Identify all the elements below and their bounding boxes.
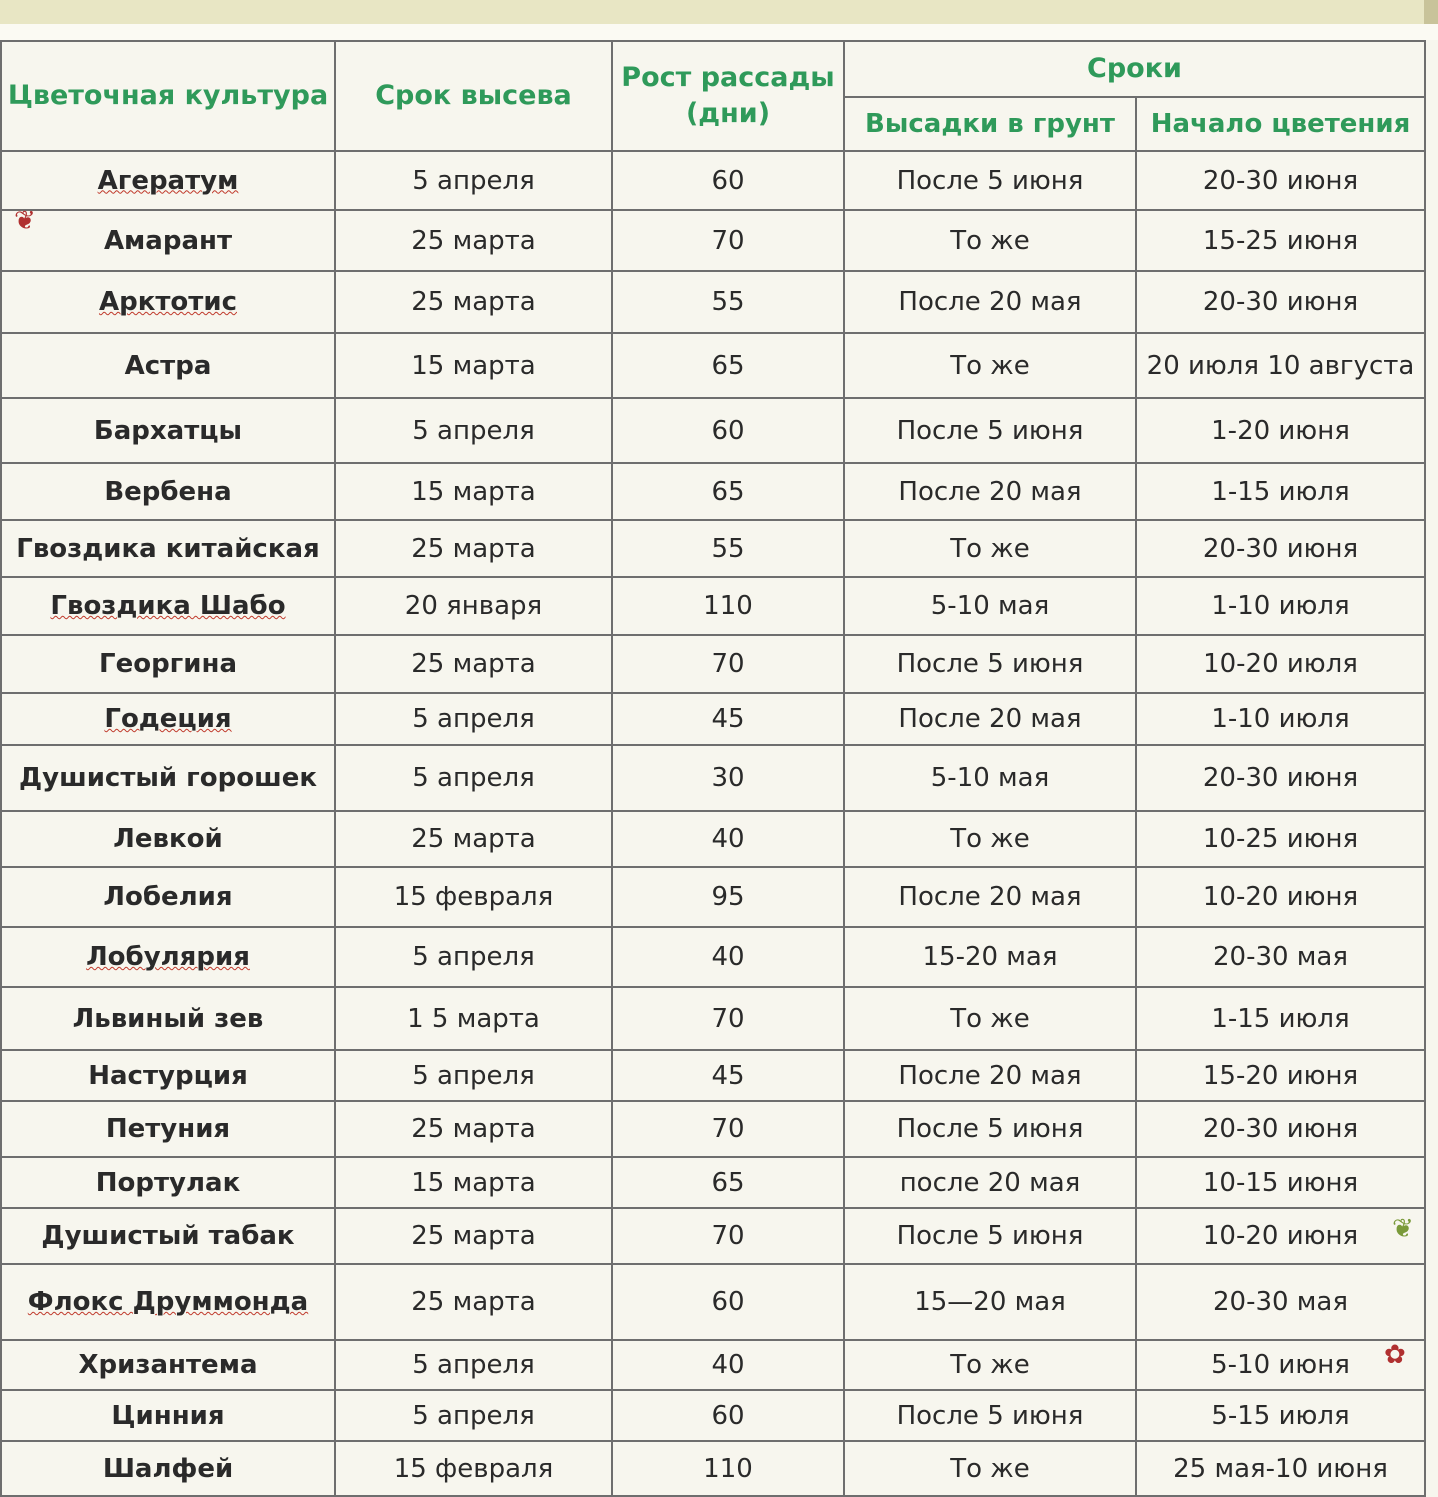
cell-bloom: 20-30 мая — [1136, 1264, 1425, 1340]
cell-planting: После 5 июня — [844, 1390, 1136, 1441]
culture-name: Душистый горошек — [18, 763, 317, 793]
culture-name: Астра — [124, 350, 212, 381]
cell-bloom: 15-20 июня — [1136, 1050, 1425, 1101]
cell-growth-days: 45 — [612, 693, 844, 745]
cell-culture — [1, 1208, 335, 1264]
culture-name: Петуния — [105, 1114, 231, 1144]
culture-name: Левкой — [113, 824, 223, 854]
cell-sowing: 5 апреля — [335, 693, 612, 745]
culture-name: Хризантема — [78, 1350, 258, 1380]
cell-culture — [1, 210, 335, 271]
cell-bloom: 10-20 июля — [1136, 635, 1425, 693]
header-row — [1, 41, 1425, 97]
cell-culture — [1, 927, 335, 987]
culture-name: Годеция — [104, 704, 232, 734]
cell-planting: То же — [844, 1441, 1136, 1496]
header-bloom: Начало цветения — [1136, 97, 1425, 151]
cell-sowing: 25 марта — [335, 811, 612, 867]
header-terms: Сроки — [844, 41, 1425, 97]
cell-bloom: 20 июля 10 августа — [1136, 333, 1425, 398]
cell-growth-days: 55 — [612, 520, 844, 577]
table-row — [1, 987, 1425, 1050]
cell-bloom: 1-15 июля — [1136, 463, 1425, 520]
planting-table — [0, 40, 1426, 1497]
cell-growth-days: 40 — [612, 811, 844, 867]
cell-sowing: 15 февраля — [335, 1441, 612, 1496]
header-sowing: Срок высева — [335, 41, 612, 151]
cell-bloom: 10-20 июня — [1136, 867, 1425, 927]
culture-name: Лобулярия — [86, 942, 250, 972]
cell-culture — [1, 867, 335, 927]
cell-planting: То же — [844, 520, 1136, 577]
cell-bloom: 25 мая-10 июня — [1136, 1441, 1425, 1496]
cell-culture — [1, 987, 335, 1050]
cell-culture — [1, 693, 335, 745]
cell-bloom: 20-30 июня — [1136, 520, 1425, 577]
cell-culture — [1, 1340, 335, 1390]
cell-bloom: 20-30 июня — [1136, 745, 1425, 811]
culture-name: Арктотис — [98, 287, 237, 317]
cell-planting: После 20 мая — [844, 271, 1136, 333]
table-row — [1, 927, 1425, 987]
cell-sowing: 25 марта — [335, 271, 612, 333]
culture-name: Гвоздика Шабо — [50, 591, 286, 621]
culture-name: Вербена — [104, 476, 232, 507]
cell-bloom: 10-20 июня — [1136, 1208, 1425, 1264]
cell-bloom: 10-15 июня — [1136, 1157, 1425, 1208]
header-growth: Рост рассады (дни) — [612, 41, 844, 151]
table-row — [1, 745, 1425, 811]
cell-growth-days: 60 — [612, 1390, 844, 1441]
cell-planting: 5-10 мая — [844, 577, 1136, 635]
cell-growth-days: 70 — [612, 1101, 844, 1157]
cell-culture — [1, 463, 335, 520]
cell-bloom: 20-30 июня — [1136, 151, 1425, 210]
cell-growth-days: 95 — [612, 867, 844, 927]
cell-planting: 15—20 мая — [844, 1264, 1136, 1340]
cell-culture — [1, 1390, 335, 1441]
culture-name: Агератум — [97, 165, 239, 196]
cell-planting: После 20 мая — [844, 1050, 1136, 1101]
table-row — [1, 635, 1425, 693]
cell-culture — [1, 1441, 335, 1496]
cell-sowing: 20 января — [335, 577, 612, 635]
cell-bloom: 10-25 июня — [1136, 811, 1425, 867]
culture-name: Душистый табак — [41, 1221, 295, 1251]
cell-sowing: 15 марта — [335, 1157, 612, 1208]
cell-culture — [1, 151, 335, 210]
cell-bloom: 20-30 июня — [1136, 271, 1425, 333]
culture-name: Портулак — [95, 1167, 241, 1198]
cell-sowing: 5 апреля — [335, 927, 612, 987]
cell-culture — [1, 1050, 335, 1101]
cell-planting: То же — [844, 1340, 1136, 1390]
table-row — [1, 693, 1425, 745]
cell-growth-days: 70 — [612, 1208, 844, 1264]
cell-culture — [1, 635, 335, 693]
cell-bloom: 15-25 июня — [1136, 210, 1425, 271]
cell-planting: То же — [844, 333, 1136, 398]
top-gap — [0, 24, 1438, 40]
culture-name: Амарант — [103, 225, 233, 256]
leaf-decoration-icon: ❦ — [14, 206, 36, 236]
cell-bloom: 20-30 июня — [1136, 1101, 1425, 1157]
culture-name: Георгина — [99, 649, 237, 679]
cell-planting: После 5 июня — [844, 151, 1136, 210]
cell-bloom: 5-10 июня — [1136, 1340, 1425, 1390]
cell-bloom: 20-30 мая — [1136, 927, 1425, 987]
cell-culture — [1, 333, 335, 398]
cell-growth-days: 65 — [612, 333, 844, 398]
table-row — [1, 1101, 1425, 1157]
table-row — [1, 811, 1425, 867]
flower-decoration-icon: ✿ — [1384, 1340, 1406, 1370]
cell-sowing: 5 апреля — [335, 1390, 612, 1441]
cell-sowing: 15 марта — [335, 333, 612, 398]
cell-bloom: 1-10 июля — [1136, 577, 1425, 635]
cell-planting: После 20 мая — [844, 693, 1136, 745]
cell-growth-days: 70 — [612, 987, 844, 1050]
cell-planting: То же — [844, 811, 1136, 867]
cell-sowing: 15 февраля — [335, 867, 612, 927]
table-row — [1, 398, 1425, 463]
cell-culture — [1, 811, 335, 867]
cell-culture — [1, 1264, 335, 1340]
cell-sowing: 25 марта — [335, 520, 612, 577]
cell-growth-days: 110 — [612, 577, 844, 635]
cell-culture — [1, 520, 335, 577]
cell-growth-days: 30 — [612, 745, 844, 811]
cell-sowing: 25 марта — [335, 1101, 612, 1157]
cell-growth-days: 60 — [612, 398, 844, 463]
table-row — [1, 867, 1425, 927]
cell-growth-days: 110 — [612, 1441, 844, 1496]
table-row — [1, 1264, 1425, 1340]
cell-planting: после 20 мая — [844, 1157, 1136, 1208]
table-row — [1, 1208, 1425, 1264]
culture-name: Гвоздика китайская — [16, 533, 320, 564]
cell-planting: После 5 июня — [844, 398, 1136, 463]
cell-bloom: 1-10 июля — [1136, 693, 1425, 745]
table-row — [1, 520, 1425, 577]
cell-sowing: 5 апреля — [335, 1050, 612, 1101]
cell-bloom: 5-15 июля — [1136, 1390, 1425, 1441]
cell-culture — [1, 577, 335, 635]
cell-planting: 5-10 мая — [844, 745, 1136, 811]
cell-planting: После 20 мая — [844, 463, 1136, 520]
cell-growth-days: 60 — [612, 151, 844, 210]
table-body — [1, 151, 1425, 1496]
cell-culture — [1, 398, 335, 463]
cell-sowing: 1 5 марта — [335, 987, 612, 1050]
cell-sowing: 15 марта — [335, 463, 612, 520]
table-row — [1, 463, 1425, 520]
culture-name: Флокс Друммонда — [27, 1287, 309, 1317]
cell-growth-days: 55 — [612, 271, 844, 333]
cell-growth-days: 40 — [612, 927, 844, 987]
culture-name: Бархатцы — [93, 415, 243, 446]
top-band — [0, 0, 1438, 24]
cell-culture — [1, 1101, 335, 1157]
leaf-decoration-icon: ❦ — [1392, 1214, 1414, 1244]
cell-sowing: 5 апреля — [335, 745, 612, 811]
cell-culture — [1, 271, 335, 333]
table-row — [1, 577, 1425, 635]
cell-sowing: 5 апреля — [335, 398, 612, 463]
culture-name: Настурция — [88, 1060, 248, 1091]
cell-growth-days: 45 — [612, 1050, 844, 1101]
cell-sowing: 25 марта — [335, 1208, 612, 1264]
cell-bloom: 1-15 июля — [1136, 987, 1425, 1050]
cell-bloom: 1-20 июня — [1136, 398, 1425, 463]
cell-growth-days: 65 — [612, 463, 844, 520]
table-row — [1, 1390, 1425, 1441]
cell-culture — [1, 1157, 335, 1208]
table-row — [1, 271, 1425, 333]
cell-sowing: 25 марта — [335, 210, 612, 271]
table-row — [1, 151, 1425, 210]
cell-planting: То же — [844, 987, 1136, 1050]
table-row — [1, 1441, 1425, 1496]
cell-planting: 15-20 мая — [844, 927, 1136, 987]
table-row — [1, 333, 1425, 398]
cell-sowing: 5 апреля — [335, 151, 612, 210]
table-row — [1, 1157, 1425, 1208]
cell-planting: После 5 июня — [844, 635, 1136, 693]
cell-planting: После 20 мая — [844, 867, 1136, 927]
table-row — [1, 1340, 1425, 1390]
cell-sowing: 25 марта — [335, 1264, 612, 1340]
cell-growth-days: 65 — [612, 1157, 844, 1208]
cell-growth-days: 70 — [612, 210, 844, 271]
top-band-edge — [1424, 0, 1438, 24]
cell-planting: После 5 июня — [844, 1101, 1136, 1157]
cell-growth-days: 40 — [612, 1340, 844, 1390]
culture-name: Шалфей — [102, 1453, 234, 1484]
table-row — [1, 1050, 1425, 1101]
cell-growth-days: 70 — [612, 635, 844, 693]
header-culture: Цветочная культура — [1, 41, 335, 151]
cell-sowing: 5 апреля — [335, 1340, 612, 1390]
cell-sowing: 25 марта — [335, 635, 612, 693]
table-row — [1, 210, 1425, 271]
culture-name: Львиный зев — [72, 1003, 264, 1034]
culture-name: Цинния — [111, 1400, 225, 1431]
cell-culture — [1, 745, 335, 811]
header-planting: Высадки в грунт — [844, 97, 1136, 151]
cell-growth-days: 60 — [612, 1264, 844, 1340]
cell-planting: То же — [844, 210, 1136, 271]
cell-planting: После 5 июня — [844, 1208, 1136, 1264]
culture-name: Лобелия — [103, 882, 233, 912]
